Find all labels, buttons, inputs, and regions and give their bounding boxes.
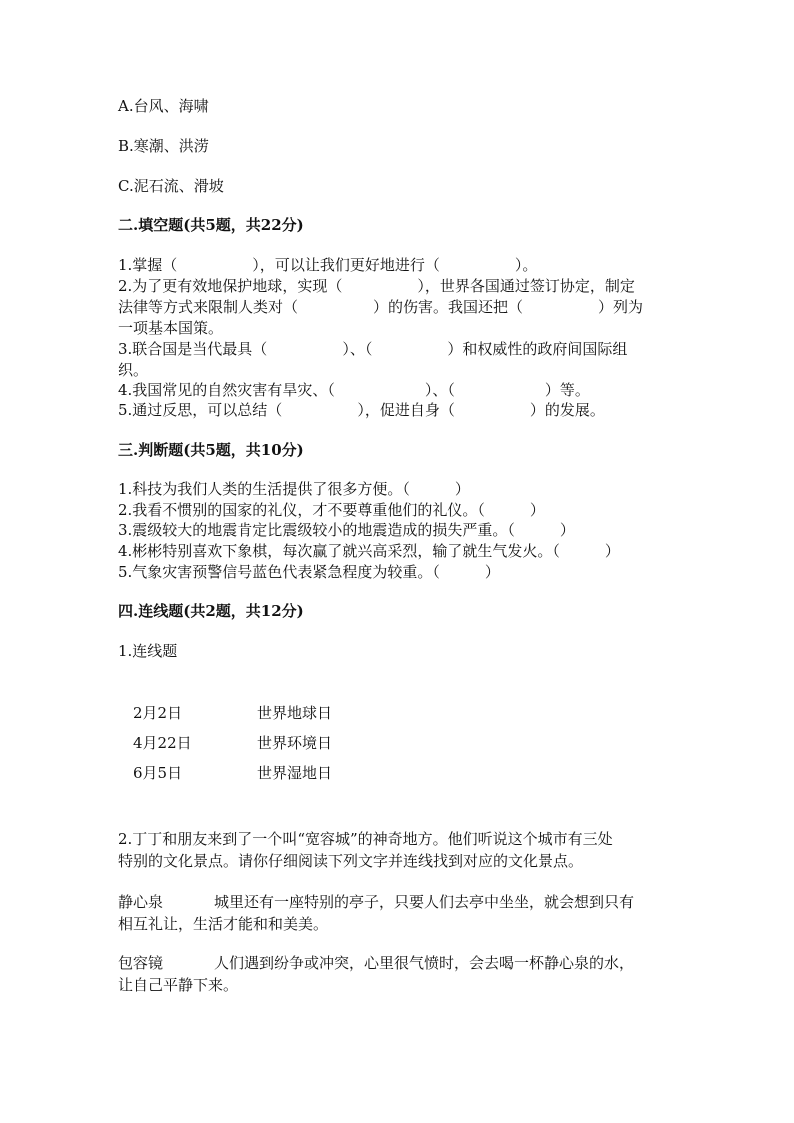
option-c: C.泥石流、滑坡 [118,177,224,195]
match-row [133,733,333,754]
match-day-name: 世界地球日 [257,704,333,722]
fill-question-line: 3.联合国是当代最具（ ）、（ ）和权威性的政府间国际组 [118,340,628,358]
section-heading-fill: 二.填空题(共5题，共22分) [118,216,304,234]
match-day-name: 世界环境日 [257,734,333,752]
match-date: 2月2日 [133,704,183,722]
judge-question-line: 4.彬彬特别喜欢下象棋，每次赢了就兴高采烈，输了就生气发火。（ ） [118,542,620,560]
fill-question-line: 一项基本国策。 [118,319,224,337]
judge-question-line: 5.气象灾害预警信号蓝色代表紧急程度为较重。（ ） [118,563,500,581]
pair-description-line: 让自己平静下来。 [118,976,239,994]
fill-question-line: 法律等方式来限制人类对（ ）的伤害。我国还把（ ）列为 [118,298,644,316]
judge-question-line: 3.震级较大的地震肯定比震级较小的地震造成的损失严重。（ ） [118,521,575,539]
match-row [133,703,333,724]
fill-question-line: 4.我国常见的自然灾害有旱灾、（ ）、（ ）等。 [118,381,590,399]
pair-description-line: 城里还有一座特别的亭子，只要人们去亭中坐坐，就会想到只有 [214,893,635,911]
pair-place-name: 静心泉 [118,893,164,911]
fill-question-line: 2.为了更有效地保护地球，实现（ ），世界各国通过签订协定，制定 [118,277,635,295]
option-a: A.台风、海啸 [118,97,209,115]
match-row [133,763,333,784]
judge-question-line: 1.科技为我们人类的生活提供了很多方便。（ ） [118,480,470,498]
section-heading-judge: 三.判断题(共5题，共10分) [118,441,304,459]
fill-question-line: 5.通过反思，可以总结（ ），促进自身（ ）的发展。 [118,401,605,419]
fill-question-line: 织。 [118,361,149,379]
match-date: 4月22日 [133,734,192,752]
match-question-2-line: 特别的文化景点。请你仔细阅读下列文字并连线找到对应的文化景点。 [118,852,584,870]
match-day-name: 世界湿地日 [257,764,333,782]
fill-question-line: 1.掌握（ ），可以让我们更好地进行（ ）。 [118,256,538,274]
option-b: B.寒潮、洪涝 [118,137,209,155]
match-question-1-label: 1.连线题 [118,642,178,660]
match-question-2-line: 2.丁丁和朋友来到了一个叫“宽容城”的神奇地方。他们听说这个城市有三处 [118,830,613,848]
pair-place-name: 包容镜 [118,954,164,972]
judge-question-line: 2.我看不惯别的国家的礼仪，才不要尊重他们的礼仪。（ ） [118,501,545,519]
pair-description-line: 相互礼让，生活才能和和美美。 [118,915,329,933]
match-date: 6月5日 [133,764,183,782]
pair-description-line: 人们遇到纷争或冲突，心里很气愤时，会去喝一杯静心泉的水， [214,954,635,972]
section-heading-match: 四.连线题(共2题，共12分) [118,602,304,620]
